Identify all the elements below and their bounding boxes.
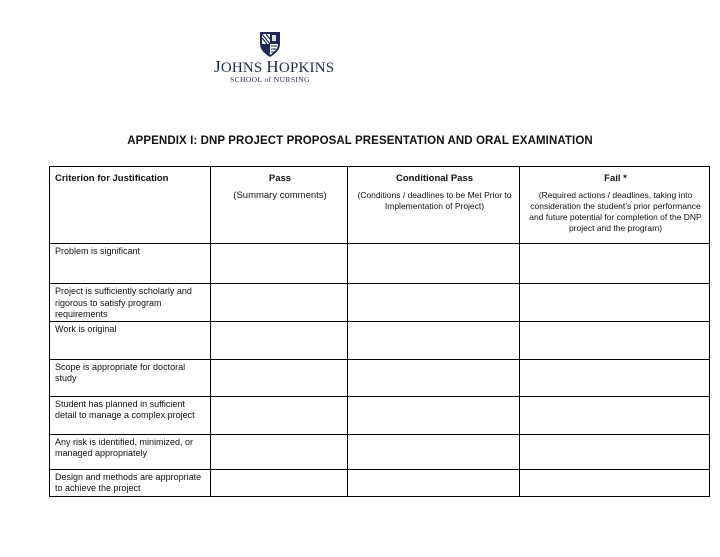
university-shield-icon (256, 30, 284, 58)
conditional-cell[interactable] (348, 359, 520, 396)
table-row (50, 284, 710, 322)
pass-cell[interactable] (211, 244, 348, 284)
criterion-cell: Scope is appropriate for doctoral study (50, 359, 211, 396)
pass-cell[interactable] (211, 396, 348, 434)
table-row (50, 396, 710, 434)
criterion-cell: Any risk is identified, minimized, or managed appropriately (50, 434, 211, 469)
logo-school-name: SCHOOL of NURSING (230, 75, 310, 84)
table-row (50, 434, 710, 469)
conditional-cell[interactable] (348, 321, 520, 359)
fail-cell[interactable] (520, 434, 710, 469)
criterion-cell: Design and methods are appropriate to achieve the project (50, 469, 211, 496)
conditional-cell[interactable] (348, 396, 520, 434)
document-title: APPENDIX I: DNP PROJECT PROPOSAL PRESENTATION AND ORAL EXAMINATION (127, 135, 593, 147)
table-row (50, 321, 710, 359)
header-pass: Pass (Summary comments) (211, 167, 348, 244)
university-logo (214, 30, 335, 86)
header-criterion: Criterion for Justification (50, 167, 211, 244)
pass-cell[interactable] (211, 359, 348, 396)
table-row (50, 469, 710, 496)
fail-cell[interactable] (520, 321, 710, 359)
conditional-cell[interactable] (348, 244, 520, 284)
criterion-cell: Student has planned in sufficient detail to manage a complex project (50, 396, 211, 434)
conditional-cell[interactable] (348, 469, 520, 496)
fail-cell[interactable] (520, 244, 710, 284)
fail-cell[interactable] (520, 469, 710, 496)
conditional-cell[interactable] (348, 434, 520, 469)
table-row (50, 244, 710, 284)
pass-cell[interactable] (211, 469, 348, 496)
fail-cell[interactable] (520, 284, 710, 322)
pass-cell[interactable] (211, 284, 348, 322)
table-row (50, 359, 710, 396)
header-fail: Fail * (Required actions / deadlines, taking into consideration the student’s prior performance and future potential for completion of the DNP project and the program) (520, 167, 710, 244)
criterion-cell: Work is original (50, 321, 211, 359)
table-header-row (50, 167, 710, 244)
criterion-cell: Problem is significant (50, 244, 211, 284)
pass-cell[interactable] (211, 434, 348, 469)
fail-cell[interactable] (520, 359, 710, 396)
fail-cell[interactable] (520, 396, 710, 434)
header-conditional-pass: Conditional Pass (Conditions / deadlines to be Met Prior to Implementation of Project) (348, 167, 520, 244)
conditional-cell[interactable] (348, 284, 520, 322)
pass-cell[interactable] (211, 321, 348, 359)
criterion-cell: Project is sufficiently scholarly and rigorous to satisfy program requirements (50, 284, 211, 322)
evaluation-table (49, 166, 710, 497)
logo-wordmark: JOHNS HOPKINS (214, 57, 335, 76)
